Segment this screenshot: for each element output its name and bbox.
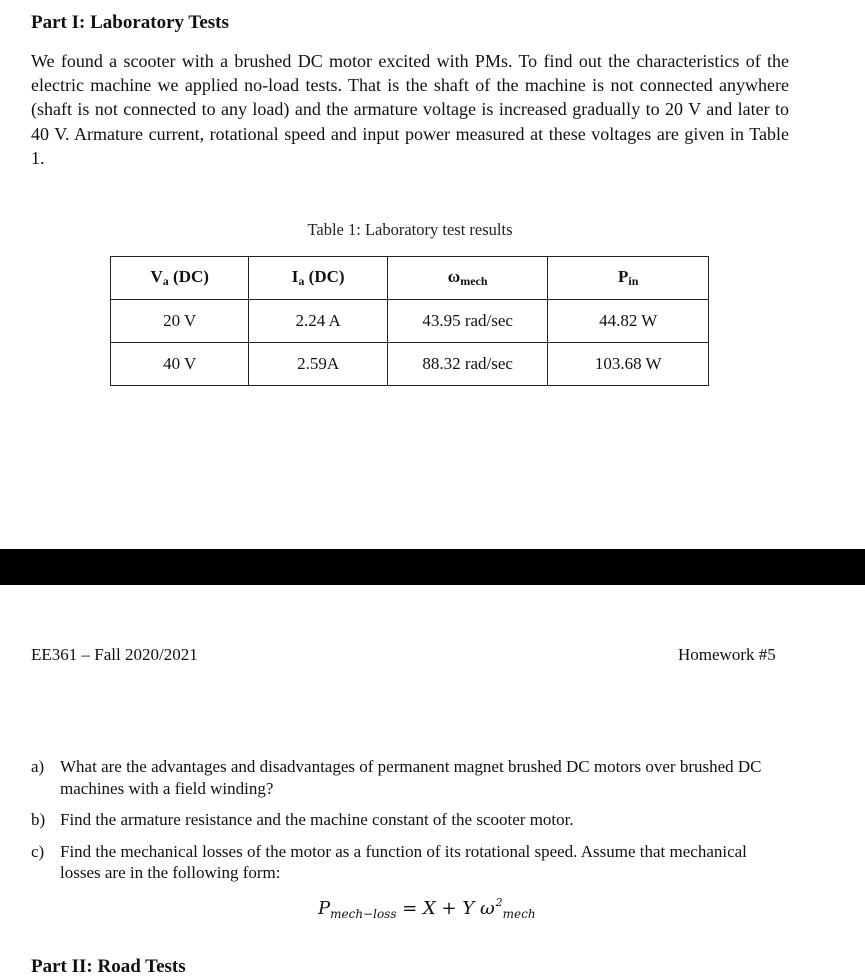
header-input-power: $P_{in}$ <box>548 257 709 300</box>
table-cell: 88.32 rad/sec <box>387 343 548 386</box>
question-list <box>31 756 791 894</box>
table-cell: 40 V <box>111 343 249 386</box>
table-row <box>111 300 709 343</box>
question-label: c) <box>31 841 45 861</box>
loss-formula: $P_{mech-loss} = X + Y$ $\omega^2_{mech}$ <box>318 896 536 921</box>
question-text: Find the mechanical losses of the motor as a function of its rotational speed. Assume that mechanical losses are in the following form: <box>60 841 747 882</box>
table-cell: 43.95 rad/sec <box>387 300 548 343</box>
question-label: a) <box>31 757 45 776</box>
question-item <box>31 809 791 831</box>
question-label: b) <box>31 810 46 829</box>
intro-paragraph: We found a scooter with a brushed DC motor excited with PMs. To find out the characteristics of the electric machine we applied no-load tests. That is the shaft of the machine is not connected anywhere (shaft is not connected to any load) and the armature voltage is increased gradually to 20 V and later to 40 V. Armature current, rotational speed and input power measured at these voltages are given in Table 1. <box>31 51 789 168</box>
question-text: What are the advantages and disadvantages of permanent magnet brushed DC motors over brushed DC machines with a field winding? <box>60 757 762 798</box>
header-rotational-speed: $\omega_{mech}$ <box>387 257 548 300</box>
question-text: Find the armature resistance and the machine constant of the scooter motor. <box>60 810 574 829</box>
table-cell: 2.59A <box>249 343 387 386</box>
table-caption: Table 1: Laboratory test results <box>307 220 513 239</box>
results-table <box>110 256 709 386</box>
table-cell: 103.68 W <box>548 343 709 386</box>
table-cell: 2.24 A <box>249 300 387 343</box>
header-armature-voltage: $V_a$ (DC) <box>111 257 249 300</box>
assignment-label: Homework #5 <box>678 645 776 664</box>
question-item <box>31 841 791 884</box>
section-title: Part I: Laboratory Tests <box>31 12 229 33</box>
course-label: EE361 – Fall 2020/2021 <box>31 645 198 664</box>
table-row <box>111 343 709 386</box>
page-separator-bar <box>0 549 865 585</box>
next-section-title: Part II: Road Tests <box>31 956 186 977</box>
table-cell: 20 V <box>111 300 249 343</box>
header-armature-current: $I_a$ (DC) <box>249 257 387 300</box>
table-header-row <box>111 257 709 300</box>
question-item <box>31 756 791 799</box>
table-cell: 44.82 W <box>548 300 709 343</box>
